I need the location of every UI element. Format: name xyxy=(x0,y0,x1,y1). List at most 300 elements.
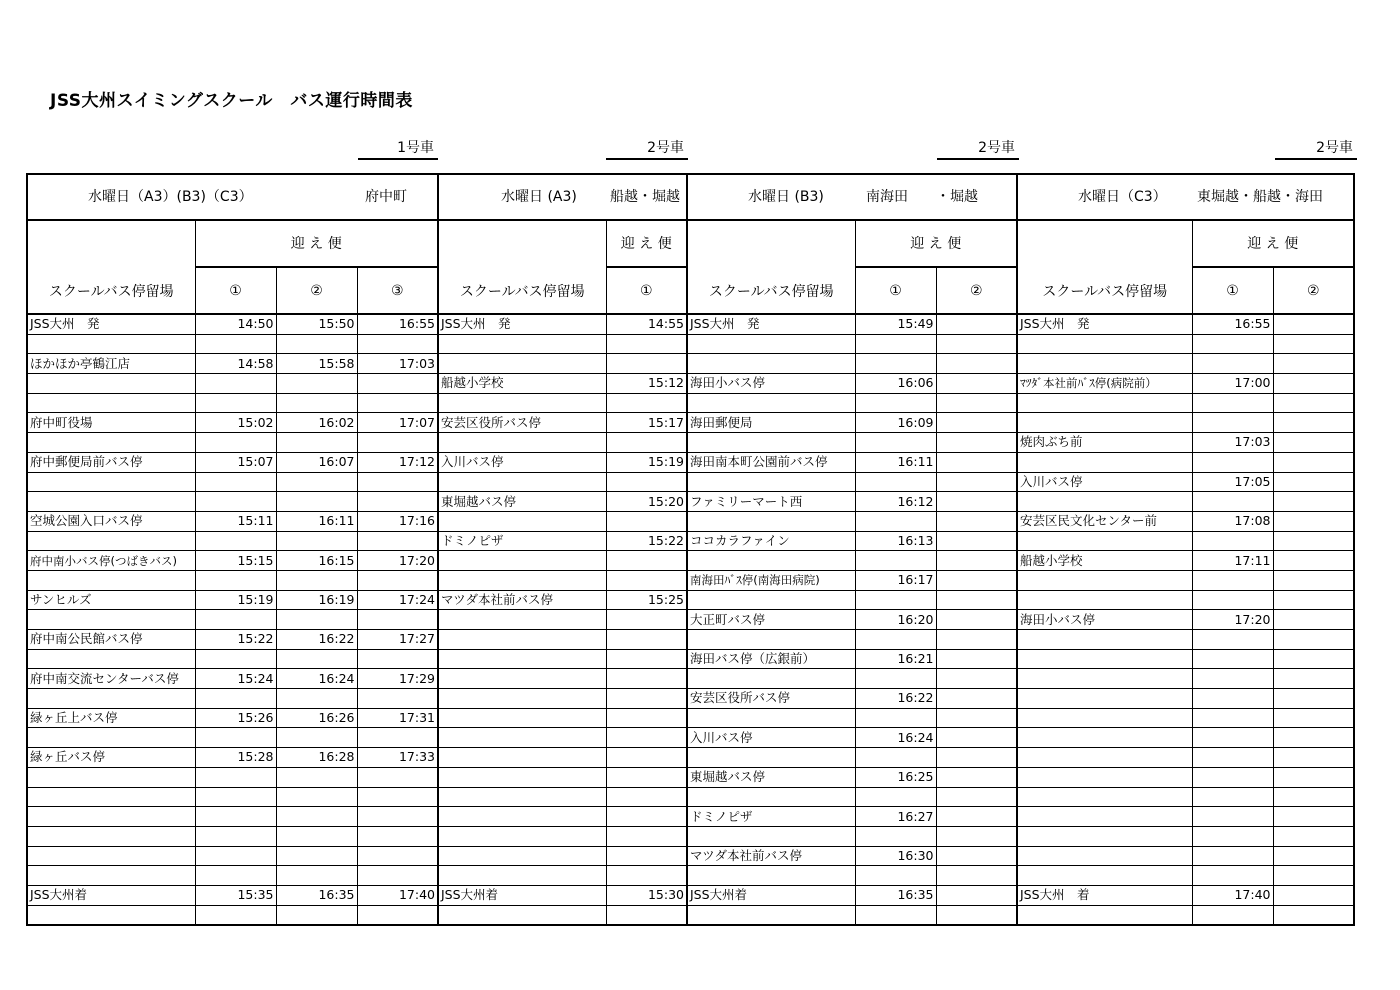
bus-stop-cell xyxy=(1017,767,1192,787)
time-cell xyxy=(195,610,276,630)
bus-stop-cell: ほかほか亭鶴江店 xyxy=(27,354,195,374)
bus-stop-cell xyxy=(687,551,855,571)
bus-stop-cell xyxy=(27,826,195,846)
bus-stop-cell xyxy=(27,728,195,748)
bus-stop-cell: JSS大州 発 xyxy=(1017,314,1192,334)
time-cell xyxy=(1273,452,1354,472)
stop-col-header-1: スクールバス停留場 xyxy=(27,220,195,314)
bus-stop-cell: 府中南小バス停(つばきバス) xyxy=(27,551,195,571)
table-row xyxy=(27,314,1354,334)
bus-stop-cell xyxy=(27,846,195,866)
time-cell xyxy=(606,393,687,413)
bus-stop-cell: 焼肉ぶち前 xyxy=(1017,433,1192,453)
time-cell: 16:26 xyxy=(276,708,357,728)
time-cell xyxy=(606,433,687,453)
bus-stop-cell xyxy=(687,334,855,354)
time-cell: 16:12 xyxy=(855,492,936,512)
time-cell: 15:02 xyxy=(195,413,276,433)
time-cell xyxy=(357,433,438,453)
stop-col-header-3: スクールバス停留場 xyxy=(687,220,855,314)
bus-stop-cell xyxy=(687,511,855,531)
time-cell xyxy=(1273,807,1354,827)
time-cell xyxy=(936,630,1017,650)
time-cell: 15:22 xyxy=(195,630,276,650)
trip-number: ③ xyxy=(357,267,438,314)
bus-stop-cell: マツダ本社前バス停 xyxy=(438,590,606,610)
bus-stop-cell: ココカラファイン xyxy=(687,531,855,551)
time-cell: 16:22 xyxy=(855,689,936,709)
time-cell xyxy=(936,826,1017,846)
bus-stop-cell xyxy=(687,905,855,925)
time-cell xyxy=(1192,846,1273,866)
bus-stop-cell xyxy=(687,708,855,728)
time-cell xyxy=(855,393,936,413)
time-cell: 16:15 xyxy=(276,551,357,571)
time-cell: 17:31 xyxy=(357,708,438,728)
time-cell xyxy=(357,846,438,866)
time-cell xyxy=(936,393,1017,413)
time-cell xyxy=(195,374,276,394)
time-cell: 15:25 xyxy=(606,590,687,610)
car-label-2: 2号車 xyxy=(606,138,688,160)
time-cell xyxy=(1273,492,1354,512)
bus-stop-cell: JSS大州着 xyxy=(27,885,195,905)
time-cell xyxy=(276,807,357,827)
table-row xyxy=(27,767,1354,787)
bus-stop-cell xyxy=(1017,866,1192,886)
time-cell xyxy=(1273,689,1354,709)
table-row xyxy=(27,531,1354,551)
time-cell xyxy=(855,551,936,571)
bus-stop-cell xyxy=(687,354,855,374)
time-cell xyxy=(357,905,438,925)
bus-stop-cell xyxy=(27,905,195,925)
time-cell xyxy=(936,531,1017,551)
time-cell xyxy=(276,787,357,807)
time-cell xyxy=(1273,570,1354,590)
time-cell xyxy=(936,708,1017,728)
pickup-header-3: 迎 え 便 xyxy=(855,220,1017,267)
time-cell xyxy=(195,767,276,787)
time-cell xyxy=(936,767,1017,787)
time-cell xyxy=(357,787,438,807)
time-cell: 15:07 xyxy=(195,452,276,472)
bus-stop-cell xyxy=(687,787,855,807)
table-row xyxy=(27,846,1354,866)
time-cell xyxy=(855,669,936,689)
time-cell: 17:12 xyxy=(357,452,438,472)
bus-stop-cell: JSS大州 発 xyxy=(687,314,855,334)
bus-stop-cell xyxy=(687,748,855,768)
bus-stop-cell xyxy=(27,570,195,590)
bus-stop-cell xyxy=(687,630,855,650)
time-cell xyxy=(936,866,1017,886)
time-cell xyxy=(936,472,1017,492)
bus-stop-cell xyxy=(1017,413,1192,433)
time-cell xyxy=(195,570,276,590)
section-header-4: 水曜日（C3） 東堀越・船越・海田 xyxy=(1017,174,1354,220)
time-cell xyxy=(195,787,276,807)
time-cell: 17:08 xyxy=(1192,511,1273,531)
time-cell xyxy=(1192,630,1273,650)
time-cell xyxy=(357,570,438,590)
time-cell: 15:50 xyxy=(276,314,357,334)
time-cell xyxy=(195,649,276,669)
time-cell xyxy=(276,866,357,886)
bus-stop-cell: 海田バス停（広銀前） xyxy=(687,649,855,669)
time-cell xyxy=(276,433,357,453)
time-cell xyxy=(276,846,357,866)
bus-stop-cell xyxy=(438,807,606,827)
time-cell: 17:16 xyxy=(357,511,438,531)
time-cell xyxy=(1273,767,1354,787)
bus-stop-cell xyxy=(1017,807,1192,827)
bus-stop-cell xyxy=(438,826,606,846)
table-row xyxy=(27,826,1354,846)
table-row xyxy=(27,905,1354,925)
time-cell xyxy=(1273,787,1354,807)
bus-stop-cell xyxy=(27,787,195,807)
time-cell xyxy=(1192,669,1273,689)
time-cell xyxy=(936,492,1017,512)
document-title: JSS大州スイミングスクール バス運行時間表 xyxy=(50,91,413,111)
bus-stop-cell: JSS大州着 xyxy=(687,885,855,905)
time-cell xyxy=(936,807,1017,827)
time-cell: 16:28 xyxy=(276,748,357,768)
section-header-1: 水曜日（A3）(B3)（C3） 府中町 xyxy=(27,174,438,220)
time-cell xyxy=(936,413,1017,433)
trip-number: ① xyxy=(1192,267,1273,314)
time-cell: 16:13 xyxy=(855,531,936,551)
time-cell xyxy=(357,334,438,354)
bus-stop-cell: 海田南本町公園前バス停 xyxy=(687,452,855,472)
time-cell xyxy=(276,649,357,669)
bus-stop-cell xyxy=(1017,728,1192,748)
bus-stop-cell xyxy=(438,570,606,590)
time-cell: 17:24 xyxy=(357,590,438,610)
time-cell xyxy=(936,669,1017,689)
time-cell xyxy=(1273,649,1354,669)
time-cell xyxy=(357,807,438,827)
table-row xyxy=(27,590,1354,610)
time-cell xyxy=(936,885,1017,905)
bus-stop-cell: 入川バス停 xyxy=(687,728,855,748)
time-cell: 15:58 xyxy=(276,354,357,374)
bus-stop-cell xyxy=(1017,846,1192,866)
bus-stop-cell: 海田小バス停 xyxy=(1017,610,1192,630)
bus-stop-cell xyxy=(438,433,606,453)
time-cell: 16:20 xyxy=(855,610,936,630)
bus-stop-cell xyxy=(27,807,195,827)
bus-stop-cell xyxy=(438,354,606,374)
bus-stop-cell: JSS大州着 xyxy=(438,885,606,905)
time-cell xyxy=(1273,846,1354,866)
bus-stop-cell: ドミノピザ xyxy=(687,807,855,827)
time-cell xyxy=(936,374,1017,394)
time-cell xyxy=(1273,885,1354,905)
table-row xyxy=(27,649,1354,669)
bus-stop-cell xyxy=(27,433,195,453)
time-cell: 16:02 xyxy=(276,413,357,433)
time-cell xyxy=(606,905,687,925)
time-cell: 17:05 xyxy=(1192,472,1273,492)
pickup-header-2: 迎 え 便 xyxy=(606,220,687,267)
header-day-row xyxy=(27,174,1354,220)
bus-stop-cell xyxy=(1017,334,1192,354)
time-cell: 16:22 xyxy=(276,630,357,650)
time-cell: 15:24 xyxy=(195,669,276,689)
time-cell xyxy=(855,748,936,768)
time-cell: 16:06 xyxy=(855,374,936,394)
time-cell xyxy=(357,393,438,413)
time-cell xyxy=(1273,314,1354,334)
time-cell xyxy=(936,649,1017,669)
bus-stop-cell: 安芸区民文化センター前 xyxy=(1017,511,1192,531)
bus-stop-cell xyxy=(438,511,606,531)
time-cell xyxy=(606,610,687,630)
time-cell xyxy=(855,433,936,453)
time-cell xyxy=(1192,492,1273,512)
time-cell xyxy=(936,314,1017,334)
time-cell xyxy=(606,807,687,827)
time-cell xyxy=(357,826,438,846)
bus-stop-cell xyxy=(438,334,606,354)
time-cell xyxy=(1273,472,1354,492)
bus-stop-cell xyxy=(1017,590,1192,610)
time-cell xyxy=(1273,708,1354,728)
time-cell: 17:03 xyxy=(1192,433,1273,453)
bus-stop-cell xyxy=(438,630,606,650)
time-cell: 15:19 xyxy=(195,590,276,610)
bus-stop-cell xyxy=(27,374,195,394)
bus-stop-cell xyxy=(1017,787,1192,807)
time-cell: 16:35 xyxy=(855,885,936,905)
time-cell xyxy=(606,846,687,866)
time-cell: 15:19 xyxy=(606,452,687,472)
bus-stop-cell xyxy=(438,905,606,925)
time-cell xyxy=(936,570,1017,590)
time-cell: 15:15 xyxy=(195,551,276,571)
time-cell xyxy=(1192,787,1273,807)
time-cell xyxy=(276,905,357,925)
time-cell xyxy=(195,393,276,413)
time-cell xyxy=(936,354,1017,374)
bus-stop-cell: 空城公園入口バス停 xyxy=(27,511,195,531)
bus-stop-cell xyxy=(438,846,606,866)
time-cell xyxy=(1192,354,1273,374)
time-cell xyxy=(606,728,687,748)
time-cell xyxy=(855,787,936,807)
table-row xyxy=(27,374,1354,394)
time-cell xyxy=(936,787,1017,807)
bus-stop-cell: 東堀越バス停 xyxy=(438,492,606,512)
time-cell xyxy=(1273,334,1354,354)
time-cell xyxy=(1192,393,1273,413)
time-cell xyxy=(606,630,687,650)
trip-number: ① xyxy=(606,267,687,314)
time-cell: 17:20 xyxy=(1192,610,1273,630)
time-cell: 16:30 xyxy=(855,846,936,866)
bus-stop-cell xyxy=(438,728,606,748)
time-cell xyxy=(357,866,438,886)
bus-stop-cell: 大正町バス停 xyxy=(687,610,855,630)
time-cell: 17:40 xyxy=(1192,885,1273,905)
time-cell xyxy=(357,767,438,787)
time-cell xyxy=(195,728,276,748)
bus-stop-cell: 入川バス停 xyxy=(1017,472,1192,492)
time-cell: 16:25 xyxy=(855,767,936,787)
table-row xyxy=(27,885,1354,905)
trip-number: ① xyxy=(195,267,276,314)
time-cell xyxy=(1273,393,1354,413)
bus-stop-cell xyxy=(438,708,606,728)
trip-number: ② xyxy=(1273,267,1354,314)
bus-stop-cell: 緑ヶ丘バス停 xyxy=(27,748,195,768)
bus-stop-cell: 府中南交流センターバス停 xyxy=(27,669,195,689)
time-cell xyxy=(936,511,1017,531)
time-cell xyxy=(936,590,1017,610)
time-cell xyxy=(276,689,357,709)
time-cell xyxy=(1273,905,1354,925)
time-cell xyxy=(195,905,276,925)
time-cell: 17:07 xyxy=(357,413,438,433)
time-cell: 16:27 xyxy=(855,807,936,827)
time-cell xyxy=(195,492,276,512)
bus-stop-cell: 府中町役場 xyxy=(27,413,195,433)
time-cell xyxy=(357,492,438,512)
time-cell xyxy=(855,826,936,846)
time-cell xyxy=(357,689,438,709)
time-cell xyxy=(1273,511,1354,531)
bus-stop-cell xyxy=(27,334,195,354)
bus-stop-cell xyxy=(1017,354,1192,374)
time-cell xyxy=(195,433,276,453)
time-cell: 16:55 xyxy=(357,314,438,334)
time-cell: 15:35 xyxy=(195,885,276,905)
time-cell xyxy=(1192,334,1273,354)
time-cell xyxy=(606,866,687,886)
time-cell xyxy=(1273,354,1354,374)
time-cell xyxy=(606,649,687,669)
time-cell xyxy=(936,728,1017,748)
time-cell: 15:28 xyxy=(195,748,276,768)
bus-stop-cell: ファミリーマート西 xyxy=(687,492,855,512)
time-cell: 16:55 xyxy=(1192,314,1273,334)
car-label-1: 1号車 xyxy=(358,138,438,160)
table-row xyxy=(27,669,1354,689)
time-cell: 17:40 xyxy=(357,885,438,905)
time-cell xyxy=(1192,767,1273,787)
bus-stop-cell: 南海田ﾊﾞｽ停(南海田病院) xyxy=(687,570,855,590)
stop-col-header-2: スクールバス停留場 xyxy=(438,220,606,314)
bus-stop-cell xyxy=(1017,689,1192,709)
time-cell: 15:26 xyxy=(195,708,276,728)
time-cell xyxy=(606,826,687,846)
bus-stop-cell xyxy=(438,472,606,492)
time-cell xyxy=(195,846,276,866)
time-cell xyxy=(195,689,276,709)
time-cell: 15:20 xyxy=(606,492,687,512)
time-cell xyxy=(606,511,687,531)
time-cell: 14:58 xyxy=(195,354,276,374)
time-cell xyxy=(1273,728,1354,748)
bus-stop-cell xyxy=(687,590,855,610)
time-cell xyxy=(276,728,357,748)
bus-stop-cell: ドミノピザ xyxy=(438,531,606,551)
time-cell xyxy=(1192,590,1273,610)
bus-stop-cell: 入川バス停 xyxy=(438,452,606,472)
bus-stop-cell xyxy=(1017,492,1192,512)
bus-stop-cell: 緑ヶ丘上バス停 xyxy=(27,708,195,728)
time-cell xyxy=(1273,630,1354,650)
time-cell: 16:09 xyxy=(855,413,936,433)
time-cell xyxy=(276,492,357,512)
time-cell xyxy=(195,472,276,492)
time-cell: 16:07 xyxy=(276,452,357,472)
time-cell xyxy=(855,708,936,728)
time-cell xyxy=(195,531,276,551)
time-cell xyxy=(1192,905,1273,925)
time-cell xyxy=(357,610,438,630)
bus-stop-cell: サンヒルズ xyxy=(27,590,195,610)
bus-stop-cell: JSS大州 発 xyxy=(438,314,606,334)
trip-number: ② xyxy=(936,267,1017,314)
time-cell: 15:17 xyxy=(606,413,687,433)
bus-stop-cell xyxy=(438,649,606,669)
bus-stop-cell xyxy=(438,748,606,768)
time-cell xyxy=(276,374,357,394)
time-cell xyxy=(276,393,357,413)
bus-stop-cell: 海田郵便局 xyxy=(687,413,855,433)
table-row xyxy=(27,708,1354,728)
time-cell xyxy=(1192,748,1273,768)
time-cell xyxy=(195,826,276,846)
time-cell: 16:35 xyxy=(276,885,357,905)
bus-stop-cell xyxy=(1017,452,1192,472)
time-cell xyxy=(195,866,276,886)
time-cell xyxy=(1192,689,1273,709)
time-cell xyxy=(936,452,1017,472)
time-cell: 17:33 xyxy=(357,748,438,768)
time-cell xyxy=(1273,413,1354,433)
time-cell: 15:49 xyxy=(855,314,936,334)
time-cell: 17:20 xyxy=(357,551,438,571)
bus-stop-cell xyxy=(1017,531,1192,551)
car-label-4: 2号車 xyxy=(1275,138,1357,160)
time-cell xyxy=(276,610,357,630)
time-cell xyxy=(1192,531,1273,551)
table-row xyxy=(27,610,1354,630)
time-cell: 17:27 xyxy=(357,630,438,650)
bus-stop-cell xyxy=(687,393,855,413)
table-row xyxy=(27,551,1354,571)
table-row xyxy=(27,354,1354,374)
time-cell xyxy=(195,334,276,354)
time-cell xyxy=(606,669,687,689)
bus-stop-cell xyxy=(27,767,195,787)
time-cell: 16:11 xyxy=(276,511,357,531)
bus-stop-cell xyxy=(27,472,195,492)
time-cell xyxy=(606,354,687,374)
bus-stop-cell xyxy=(27,689,195,709)
bus-stop-cell xyxy=(27,393,195,413)
time-cell xyxy=(195,807,276,827)
table-row xyxy=(27,807,1354,827)
time-cell xyxy=(357,531,438,551)
time-cell xyxy=(1192,570,1273,590)
time-cell xyxy=(936,748,1017,768)
time-cell xyxy=(276,826,357,846)
